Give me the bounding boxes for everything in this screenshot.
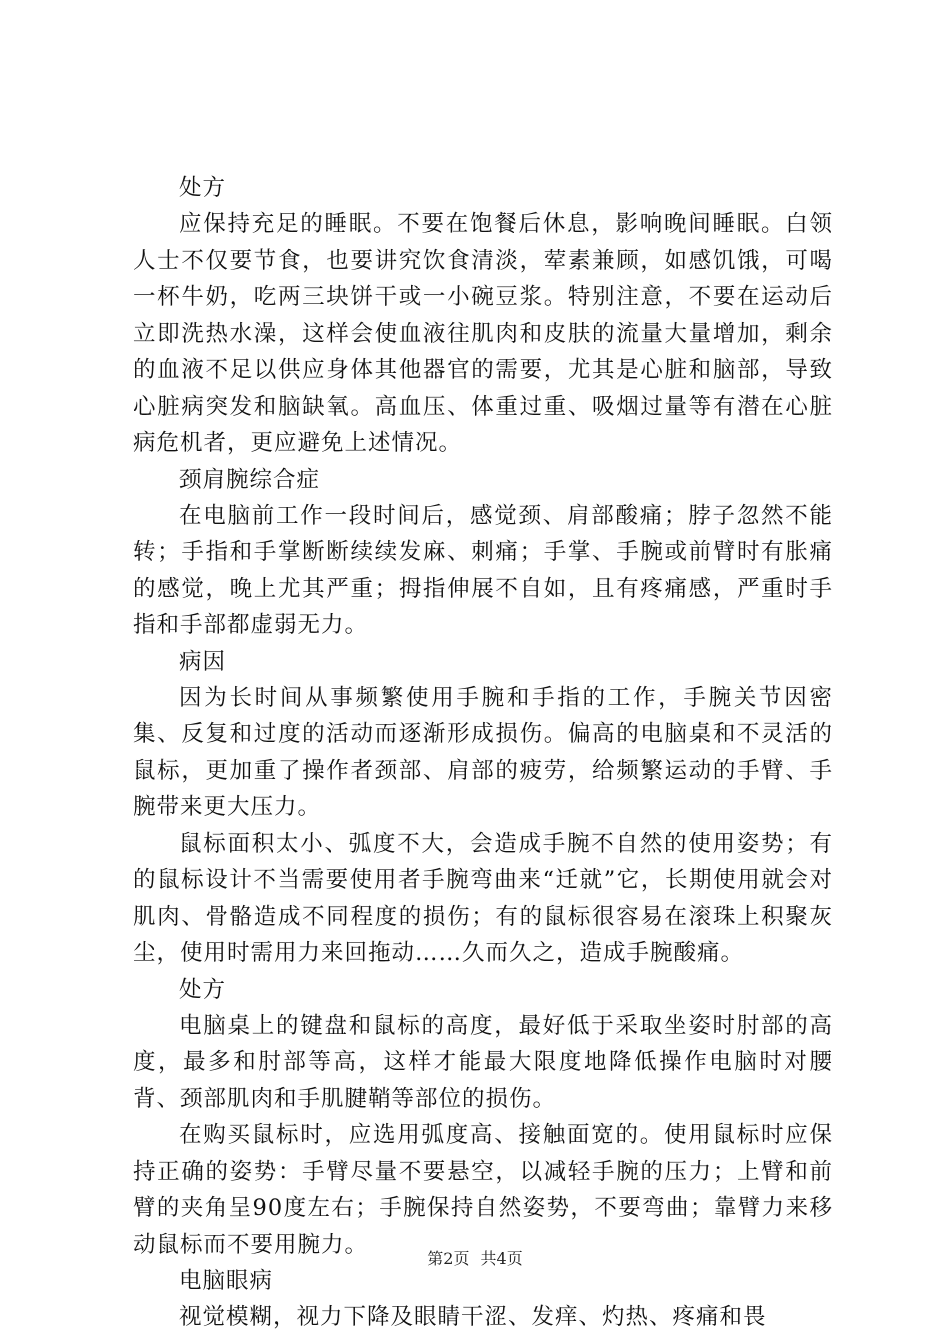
paragraph: 鼠标面积太小、弧度不大，会造成手腕不自然的使用姿势；有的鼠标设计不当需要使用者手腕弯曲来“迁就”它，长期使用就会对肌肉、骨骼造成不同程度的损伤；有的鼠标很容易在滚珠上积聚灰尘，使用时需用力来回拖动……久而久之，造成手腕酸痛。 xyxy=(133,830,833,966)
page-footer xyxy=(0,1246,950,1269)
paragraph: 视觉模糊，视力下降及眼睛干涩、发痒、灼热、疼痛和畏 xyxy=(179,1304,767,1330)
paragraph: 在购买鼠标时，应选用弧度高、接触面宽的。使用鼠标时应保持正确的姿势：手臂尽量不要悬空，以减轻手腕的压力；上臂和前臂的夹角呈90度左右；手腕保持自然姿势，不要弯曲；靠臂力来移动鼠标而不要用腕力。 xyxy=(133,1122,833,1258)
paragraph: 在电脑前工作一段时间后，感觉颈、肩部酸痛；脖子忽然不能转；手指和手掌断断续续发麻、刺痛；手掌、手腕或前臂时有胀痛的感觉，晚上尤其严重；拇指伸展不自如，且有疼痛感，严重时手指和手部都虚弱无力。 xyxy=(133,502,833,638)
paragraph: 因为长时间从事频繁使用手腕和手指的工作，手腕关节因密集、反复和过度的活动而逐渐形成损伤。偏高的电脑桌和不灵活的鼠标，更加重了操作者颈部、肩部的疲劳，给频繁运动的手臂、手腕带来更大压力。 xyxy=(133,684,833,820)
page-number: 第2页 xyxy=(427,1249,470,1268)
section-heading: 电脑眼病 xyxy=(179,1268,274,1294)
section-heading: 处方 xyxy=(179,175,227,201)
section-heading: 颈肩腕综合症 xyxy=(179,466,321,493)
document-body xyxy=(133,170,833,1336)
paragraph: 应保持充足的睡眠。不要在饱餐后休息，影响晚间睡眠。白领人士不仅要节食，也要讲究饮食清淡，荤素兼顾，如感饥饿，可喝一杯牛奶，吃两三块饼干或一小碗豆浆。特别注意，不要在运动后立即洗热水澡，这样会使血液往肌肉和皮肤的流量大量增加，剩余的血液不足以供应身体其他器官的需要，尤其是心脏和脑部，导致心脏病突发和脑缺氧。高血压、体重过重、吸烟过量等有潜在心脏病危机者，更应避免上述情况。 xyxy=(133,211,833,456)
section-heading: 病因 xyxy=(179,648,227,675)
page-total: 共4页 xyxy=(480,1249,523,1268)
paragraph: 电脑桌上的键盘和鼠标的高度，最好低于采取坐姿时肘部的高度，最多和肘部等高，这样才能最大限度地降低操作电脑时对腰背、颈部肌肉和手肌腱鞘等部位的损伤。 xyxy=(133,1012,833,1112)
section-heading: 处方 xyxy=(179,976,227,1003)
